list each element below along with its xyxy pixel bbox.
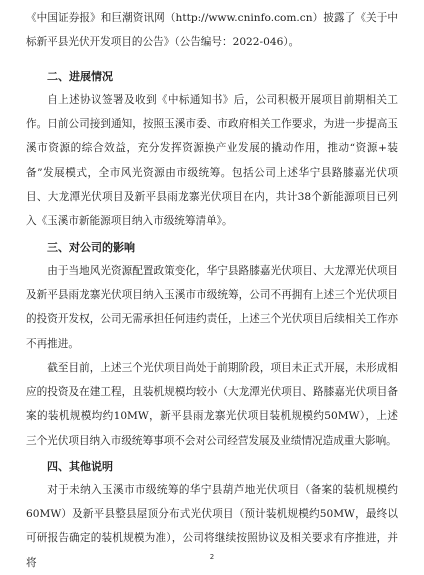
section-heading-progress: 二、进展情况 bbox=[47, 70, 113, 83]
page-number: 2 bbox=[209, 553, 215, 561]
impact-paragraph-1: 由于当地风光资源配置政策变化，华宁县路膝嘉光伏项目、大龙潭光伏项目及新平县雨龙寨光伏项目纳入玉溪市市级统筹，公司不再拥有上述三个光伏项目的投资开发权，公司无需承担任何违约责任，上述三个光伏项目后续相关工作亦不再推进。 bbox=[26, 265, 398, 350]
section-heading-other: 四、其他说明 bbox=[47, 460, 113, 473]
progress-paragraph: 自上述协议签署及收到《中标通知书》后，公司积极开展项目前期相关工作。日前公司接到通知，按照玉溪市委、市政府相关工作要求，为进一步提高玉溪市资源的综合效益，充分发挥资源换产业发展的撬动作用，推动“资源+装备”发展模式，全市风光资源由市级统筹。包括公司上述华宁县路膝嘉光伏项目、大龙潭光伏项目及新平县雨龙寨光伏项目在内，共计38个新能源项目已列入《玉溪市新能源项目纳入市级统筹清单》。 bbox=[26, 94, 398, 228]
other-paragraph: 对于未纳入玉溪市市级统筹的华宁县葫芦地光伏项目（备案的装机规模约60MW）及新平县整县屋顶分布式光伏项目（预计装机规模约50MW，最终以可研报告确定的装机规模为准），公司将继续按照协议及相关要求有序推进，并将 bbox=[26, 484, 398, 569]
section-heading-impact: 三、对公司的影响 bbox=[47, 241, 135, 254]
impact-paragraph-2: 截至目前，上述三个光伏项目尚处于前期阶段，项目未正式开展，未形成相应的投资及在建工程，且装机规模均较小（大龙潭光伏项目、路膝嘉光伏项目备案的装机规模均约10MW，新平县雨龙寨光伏项目装机规模约50MW），上述三个光伏项目纳入市级统筹事项不会对公司经营发展及业绩情况造成重大影响。 bbox=[26, 362, 398, 447]
intro-paragraph: 《中国证券报》和巨潮资讯网（http://www.cninfo.com.cn）披露了《关于中标新平县光伏开发项目的公告》（公告编号：2022-046）。 bbox=[26, 12, 398, 49]
